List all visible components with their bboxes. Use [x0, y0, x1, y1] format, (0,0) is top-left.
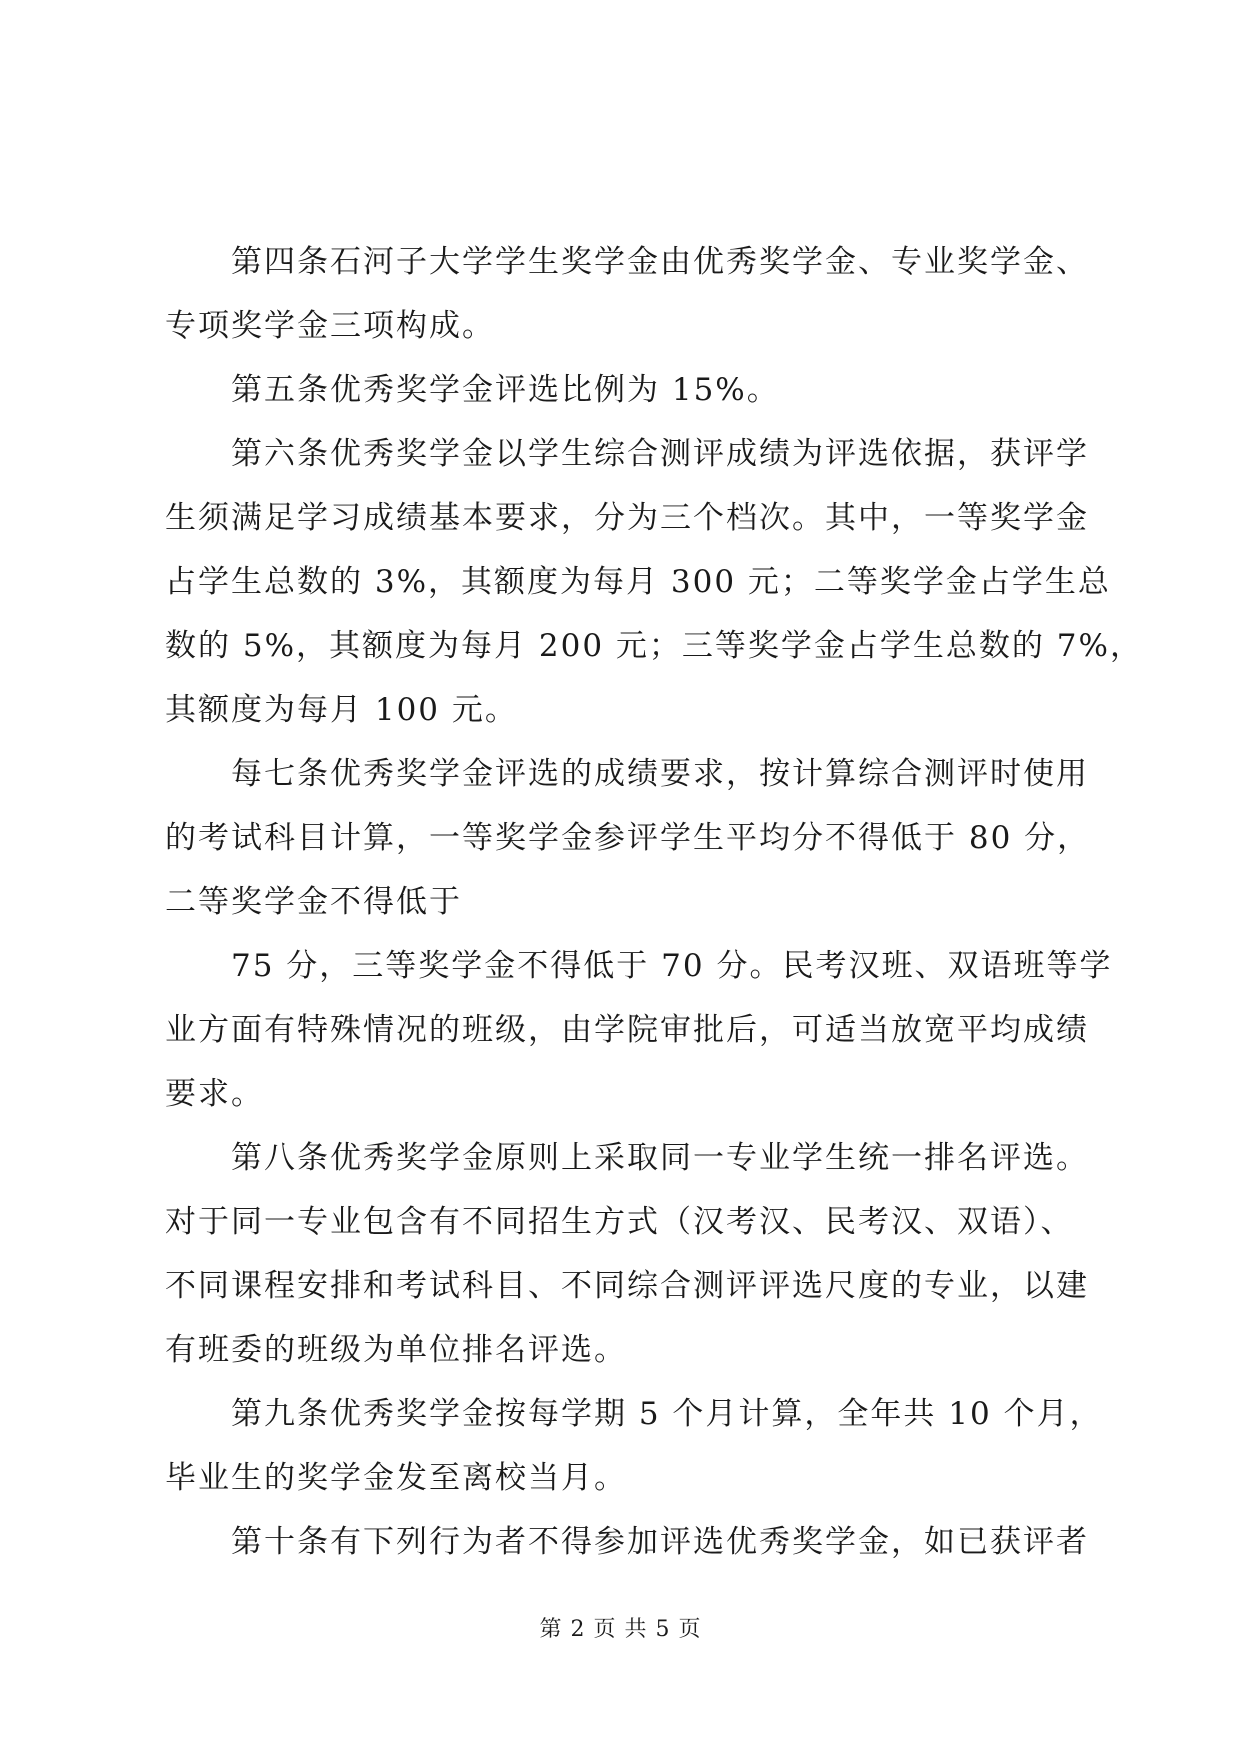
page-footer: 第 2 页 共 5 页 [539, 1617, 702, 1642]
document-line: 二等奖学金不得低于 [165, 884, 462, 920]
document-line: 第六条优秀奖学金以学生综合测评成绩为评选依据，获评学 [231, 436, 1089, 472]
document-line: 专项奖学金三项构成。 [165, 308, 495, 344]
document-line: 生须满足学习成绩基本要求，分为三个档次。其中，一等奖学金 [165, 500, 1089, 536]
document-line: 业方面有特殊情况的班级，由学院审批后，可适当放宽平均成绩 [165, 1012, 1089, 1048]
document-line: 的考试科目计算，一等奖学金参评学生平均分不得低于 80 分， [165, 820, 1091, 856]
document-line: 第九条优秀奖学金按每学期 5 个月计算，全年共 10 个月， [231, 1396, 1103, 1432]
document-line: 毕业生的奖学金发至离校当月。 [165, 1460, 627, 1496]
document-line: 数的 5%，其额度为每月 200 元；三等奖学金占学生总数的 7%， [165, 628, 1143, 664]
document-line: 不同课程安排和考试科目、不同综合测评评选尺度的专业，以建 [165, 1268, 1089, 1304]
document-line: 其额度为每月 100 元。 [165, 692, 518, 728]
document-line: 第四条石河子大学学生奖学金由优秀奖学金、专业奖学金、 [231, 244, 1089, 280]
document-line: 占学生总数的 3%，其额度为每月 300 元；二等奖学金占学生总 [165, 564, 1111, 600]
document-line: 第十条有下列行为者不得参加评选优秀奖学金，如已获评者 [231, 1524, 1089, 1560]
document-line: 每七条优秀奖学金评选的成绩要求，按计算综合测评时使用 [231, 756, 1089, 792]
document-line: 对于同一专业包含有不同招生方式（汉考汉、民考汉、双语）、 [165, 1204, 1074, 1240]
document-line: 75 分，三等奖学金不得低于 70 分。民考汉班、双语班等学 [231, 948, 1113, 984]
document-body [165, 230, 1143, 1574]
document-line: 要求。 [165, 1076, 264, 1112]
document-line: 有班委的班级为单位排名评选。 [165, 1332, 627, 1368]
document-line: 第五条优秀奖学金评选比例为 15%。 [231, 372, 780, 408]
document-line: 第八条优秀奖学金原则上采取同一专业学生统一排名评选。 [231, 1140, 1089, 1176]
